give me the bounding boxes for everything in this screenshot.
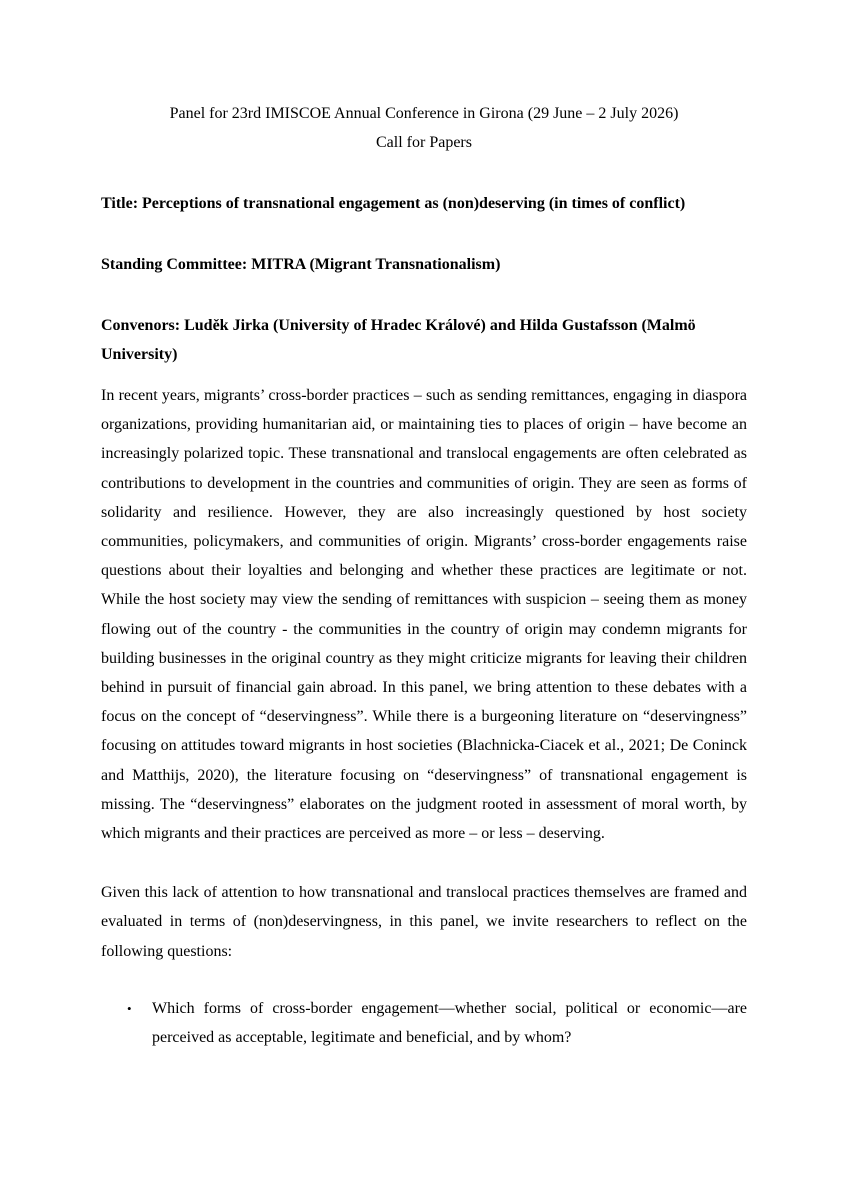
convenors: Convenors: Luděk Jirka (University of Hradec Králové) and Hilda Gustafsson (Malmö University) xyxy=(101,317,696,363)
document-body xyxy=(101,99,747,1052)
question-text: Which forms of cross-border engagement—whether social, political or economic—are perceived as acceptable, legitimate and beneficial, and by whom? xyxy=(152,999,747,1047)
panel-title: Title: Perceptions of transnational engagement as (non)deserving (in times of conflict) xyxy=(101,195,686,212)
list-item xyxy=(101,994,747,1052)
call-for-papers-line: Call for Papers xyxy=(376,134,472,151)
questions-intro-paragraph: Given this lack of attention to how transnational and translocal practices themselves are framed and evaluated in terms of (non)deservingness, in this panel, we invite researchers to reflect on the following questions: xyxy=(101,884,747,960)
conference-panel-line: Panel for 23rd IMISCOE Annual Conference in Girona (29 June – 2 July 2026) xyxy=(169,105,679,122)
bullet-icon: • xyxy=(127,1000,132,1016)
abstract-paragraph: In recent years, migrants’ cross-border practices – such as sending remittances, engaging in diaspora organizations, providing humanitarian aid, or maintaining ties to places of origin – have become an increasingly polarized topic. These transnational and translocal engagements are often celebrated as contributions to development in the countries and communities of origin. They are seen as forms of solidarity and resilience. However, they are also increasingly questioned by host society communities, policymakers, and communities of origin. Migrants’ cross-border engagements raise questions about their loyalties and belonging and whether these practices are legitimate or not. While the host society may view the sending of remittances with suspicion – seeing them as money flowing out of the country - the communities in the country of origin may condemn migrants for building businesses in the original country as they might criticize migrants for leaving their children behind in pursuit of financial gain abroad. In this panel, we bring attention to these debates with a focus on the concept of “deservingness”. While there is a burgeoning literature on “deservingness” focusing on attitudes toward migrants in host societies (Blachnicka-Ciacek et al., 2021; De Coninck and Matthijs, 2020), the literature focusing on “deservingness” of transnational engagement is missing. The “deservingness” elaborates on the judgment rooted in assessment of moral worth, by which migrants and their practices are perceived as more – or less – deserving. xyxy=(101,387,747,843)
standing-committee: Standing Committee: MITRA (Migrant Transnationalism) xyxy=(101,256,501,273)
questions-list xyxy=(101,994,747,1052)
